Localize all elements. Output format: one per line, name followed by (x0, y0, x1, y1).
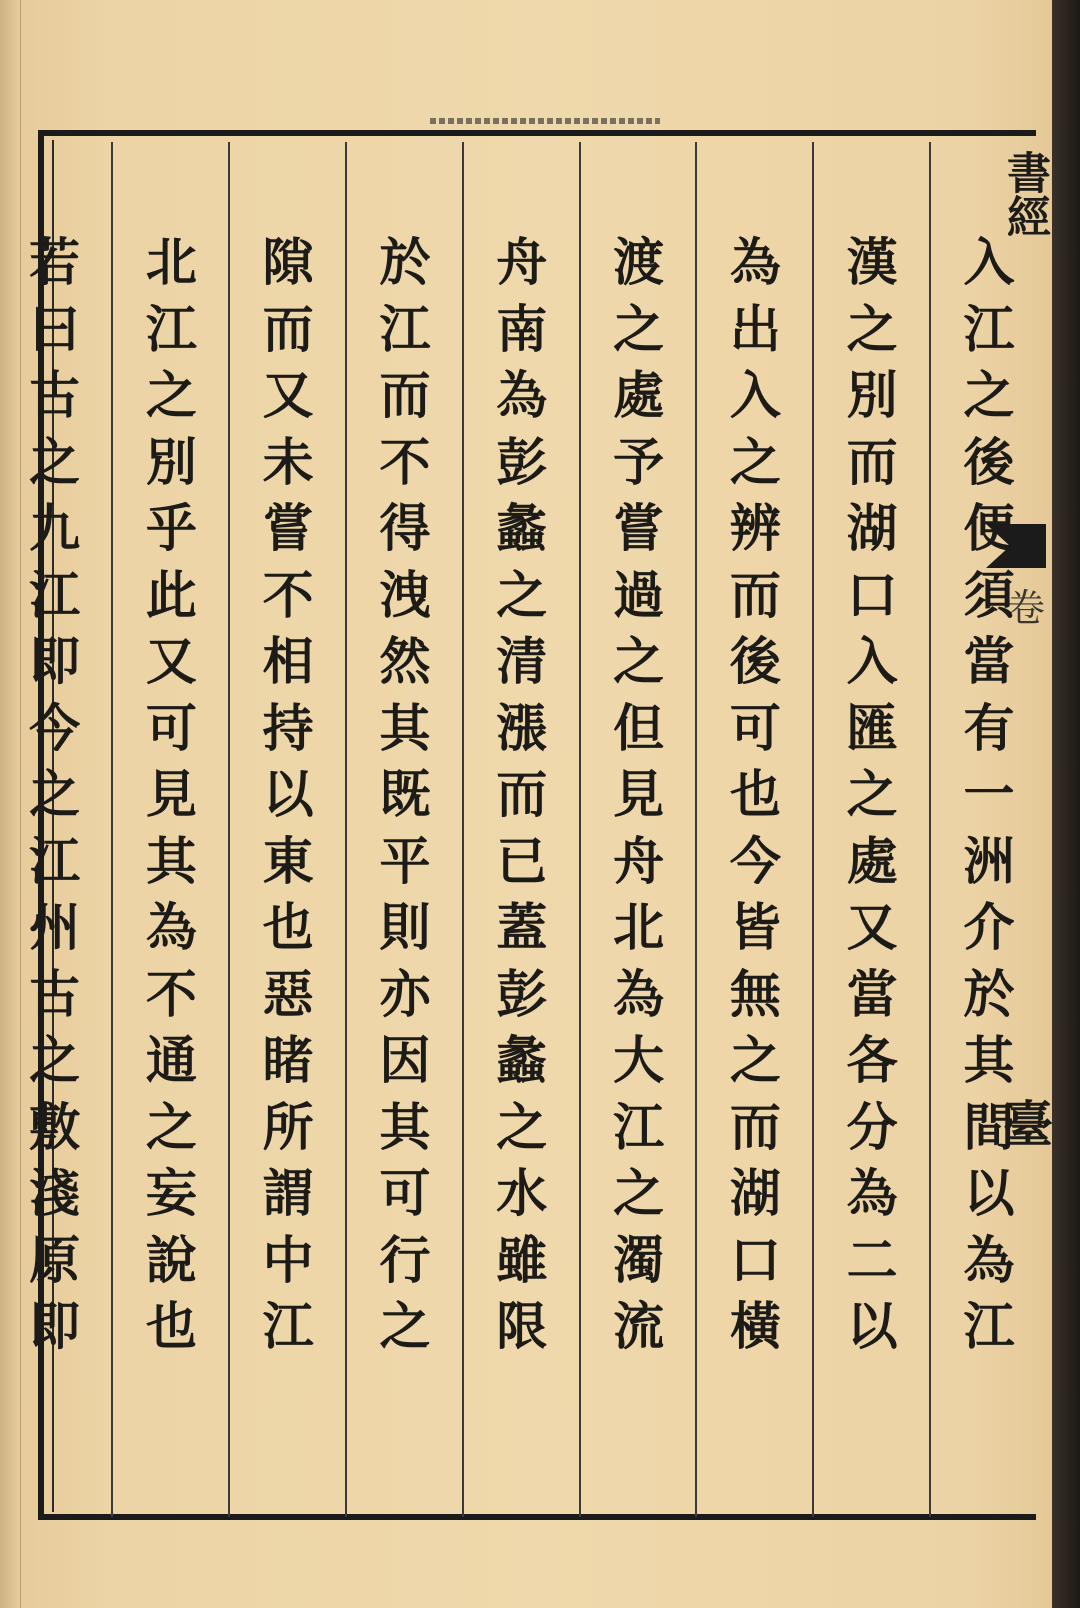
character: 其 (379, 698, 431, 759)
character: 之 (145, 366, 197, 426)
character: 江 (963, 299, 1015, 360)
character: 以 (846, 1297, 898, 1357)
character: 橫 (729, 1297, 781, 1357)
character: 嘗 (613, 499, 665, 559)
character: 而 (496, 765, 548, 825)
character: 彭 (496, 432, 548, 493)
character: 於 (379, 233, 431, 293)
character: 湖 (729, 1164, 781, 1224)
character: 九 (29, 499, 81, 559)
character: 今 (729, 831, 781, 892)
character: 蠡 (496, 1031, 548, 1091)
character: 又 (262, 366, 314, 426)
character: 其 (379, 1097, 431, 1158)
character: 可 (145, 698, 197, 759)
character: 便 (963, 499, 1015, 559)
character: 後 (963, 432, 1015, 493)
margin-volume-text: 卷 (1006, 586, 1045, 630)
character: 須 (963, 565, 1015, 626)
character: 大 (613, 1031, 665, 1091)
character: 之 (496, 565, 548, 626)
text-column (232, 230, 344, 1361)
character: 予 (613, 432, 665, 493)
character: 東 (262, 831, 314, 892)
character: 謂 (262, 1164, 314, 1224)
character: 江 (145, 299, 197, 360)
character: 之 (613, 632, 665, 692)
character: 清 (496, 632, 548, 692)
character: 北 (145, 233, 197, 293)
column-rule (228, 142, 230, 1517)
character: 之 (729, 432, 781, 493)
character: 行 (379, 1230, 431, 1291)
character: 入 (846, 632, 898, 692)
character: 此 (145, 565, 197, 626)
character: 見 (145, 765, 197, 825)
character: 嘗 (262, 499, 314, 559)
character: 持 (262, 698, 314, 759)
character: 當 (846, 964, 898, 1025)
character: 以 (262, 765, 314, 825)
character: 南 (496, 299, 548, 360)
character: 也 (262, 898, 314, 958)
character: 濁 (613, 1230, 665, 1291)
column-rule (695, 142, 697, 1517)
character: 平 (379, 831, 431, 892)
text-column (466, 230, 578, 1361)
character: 為 (613, 964, 665, 1025)
text-column (933, 230, 1045, 1361)
character: 有 (963, 698, 1015, 759)
character: 蠡 (496, 499, 548, 559)
character: 無 (729, 964, 781, 1025)
character: 州 (29, 898, 81, 958)
text-column (115, 230, 227, 1361)
column-rule (812, 142, 814, 1517)
character: 湖 (846, 499, 898, 559)
character: 漲 (496, 698, 548, 759)
character: 不 (379, 432, 431, 493)
character: 古 (29, 366, 81, 426)
character: 間 (963, 1097, 1015, 1158)
text-column (349, 230, 461, 1361)
character: 之 (846, 299, 898, 360)
character: 雖 (496, 1230, 548, 1291)
character: 為 (963, 1230, 1015, 1291)
character: 北 (613, 898, 665, 958)
character: 口 (846, 565, 898, 626)
character: 中 (262, 1230, 314, 1291)
character: 皆 (729, 898, 781, 958)
character: 江 (29, 565, 81, 626)
character: 然 (379, 632, 431, 692)
character: 之 (846, 765, 898, 825)
character: 見 (613, 765, 665, 825)
character: 之 (963, 366, 1015, 426)
character: 乎 (145, 499, 197, 559)
character: 則 (379, 898, 431, 958)
column-rule (929, 142, 931, 1517)
character: 過 (613, 565, 665, 626)
character: 不 (145, 964, 197, 1025)
character: 而 (846, 432, 898, 493)
character: 處 (613, 366, 665, 426)
text-column (699, 230, 811, 1361)
character: 口 (729, 1230, 781, 1291)
character: 為 (846, 1164, 898, 1224)
character: 漢 (846, 233, 898, 293)
column-rule (111, 142, 113, 1517)
character: 之 (613, 1164, 665, 1224)
character: 分 (846, 1097, 898, 1158)
character: 既 (379, 765, 431, 825)
column-rule (579, 142, 581, 1517)
character: 即 (29, 632, 81, 692)
character: 其 (145, 831, 197, 892)
character: 舟 (613, 831, 665, 892)
character: 而 (729, 565, 781, 626)
character: 亦 (379, 964, 431, 1025)
character: 又 (145, 632, 197, 692)
character: 當 (963, 632, 1015, 692)
column-rule (462, 142, 464, 1517)
character: 其 (963, 1031, 1015, 1091)
character: 已 (496, 831, 548, 892)
text-column (0, 230, 111, 1361)
character: 水 (496, 1164, 548, 1224)
character: 不 (262, 565, 314, 626)
character: 原 (29, 1230, 81, 1291)
character: 限 (496, 1297, 548, 1357)
character: 洲 (963, 831, 1015, 892)
character: 江 (613, 1097, 665, 1158)
character: 睹 (262, 1031, 314, 1091)
character: 之 (379, 1297, 431, 1357)
character: 以 (963, 1164, 1015, 1224)
character: 江 (29, 831, 81, 892)
character: 匯 (846, 698, 898, 759)
character: 一 (963, 765, 1015, 825)
character: 之 (29, 765, 81, 825)
character: 各 (846, 1031, 898, 1091)
character: 於 (963, 964, 1015, 1025)
character: 洩 (379, 565, 431, 626)
character: 入 (729, 366, 781, 426)
character: 江 (379, 299, 431, 360)
character: 後 (729, 632, 781, 692)
character: 渡 (613, 233, 665, 293)
character: 流 (613, 1297, 665, 1357)
character: 江 (963, 1297, 1015, 1357)
character: 出 (729, 299, 781, 360)
character: 而 (262, 299, 314, 360)
character: 因 (379, 1031, 431, 1091)
character: 之 (729, 1031, 781, 1091)
page-gutter-dark (1052, 0, 1080, 1608)
character: 之 (29, 432, 81, 493)
character: 二 (846, 1230, 898, 1291)
character: 通 (145, 1031, 197, 1091)
character: 彭 (496, 964, 548, 1025)
character: 為 (496, 366, 548, 426)
character: 之 (145, 1097, 197, 1158)
character: 為 (729, 233, 781, 293)
margin-title (996, 150, 1052, 238)
character: 曰 (29, 299, 81, 360)
character: 古 (29, 964, 81, 1025)
character: 未 (262, 432, 314, 493)
character: 敷 (29, 1097, 81, 1158)
character: 舟 (496, 233, 548, 293)
page-number: 臺 (1003, 1095, 1053, 1154)
character: 又 (846, 898, 898, 958)
character: 江 (262, 1297, 314, 1357)
character: 所 (262, 1097, 314, 1158)
character: 別 (846, 366, 898, 426)
character: 之 (496, 1097, 548, 1158)
character: 而 (379, 366, 431, 426)
character: 說 (145, 1230, 197, 1291)
character: 相 (262, 632, 314, 692)
character: 可 (379, 1164, 431, 1224)
character: 之 (29, 1031, 81, 1091)
text-column (583, 230, 695, 1361)
character: 可 (729, 698, 781, 759)
margin-title-text: 書經 (999, 150, 1050, 238)
character: 而 (729, 1097, 781, 1158)
character: 若 (29, 233, 81, 293)
text-column (816, 230, 928, 1361)
character: 處 (846, 831, 898, 892)
character: 今 (29, 698, 81, 759)
character: 但 (613, 698, 665, 759)
character: 別 (145, 432, 197, 493)
column-rule (345, 142, 347, 1517)
character: 隙 (262, 233, 314, 293)
character: 之 (613, 299, 665, 360)
character: 蓋 (496, 898, 548, 958)
character: 得 (379, 499, 431, 559)
character: 妄 (145, 1164, 197, 1224)
character: 為 (145, 898, 197, 958)
character: 也 (145, 1297, 197, 1357)
top-ink-mark (430, 118, 660, 124)
character: 惡 (262, 964, 314, 1025)
character: 淺 (29, 1164, 81, 1224)
character: 即 (29, 1297, 81, 1357)
character: 辨 (729, 499, 781, 559)
character: 介 (963, 898, 1015, 958)
character: 也 (729, 765, 781, 825)
character: 入 (963, 233, 1015, 293)
